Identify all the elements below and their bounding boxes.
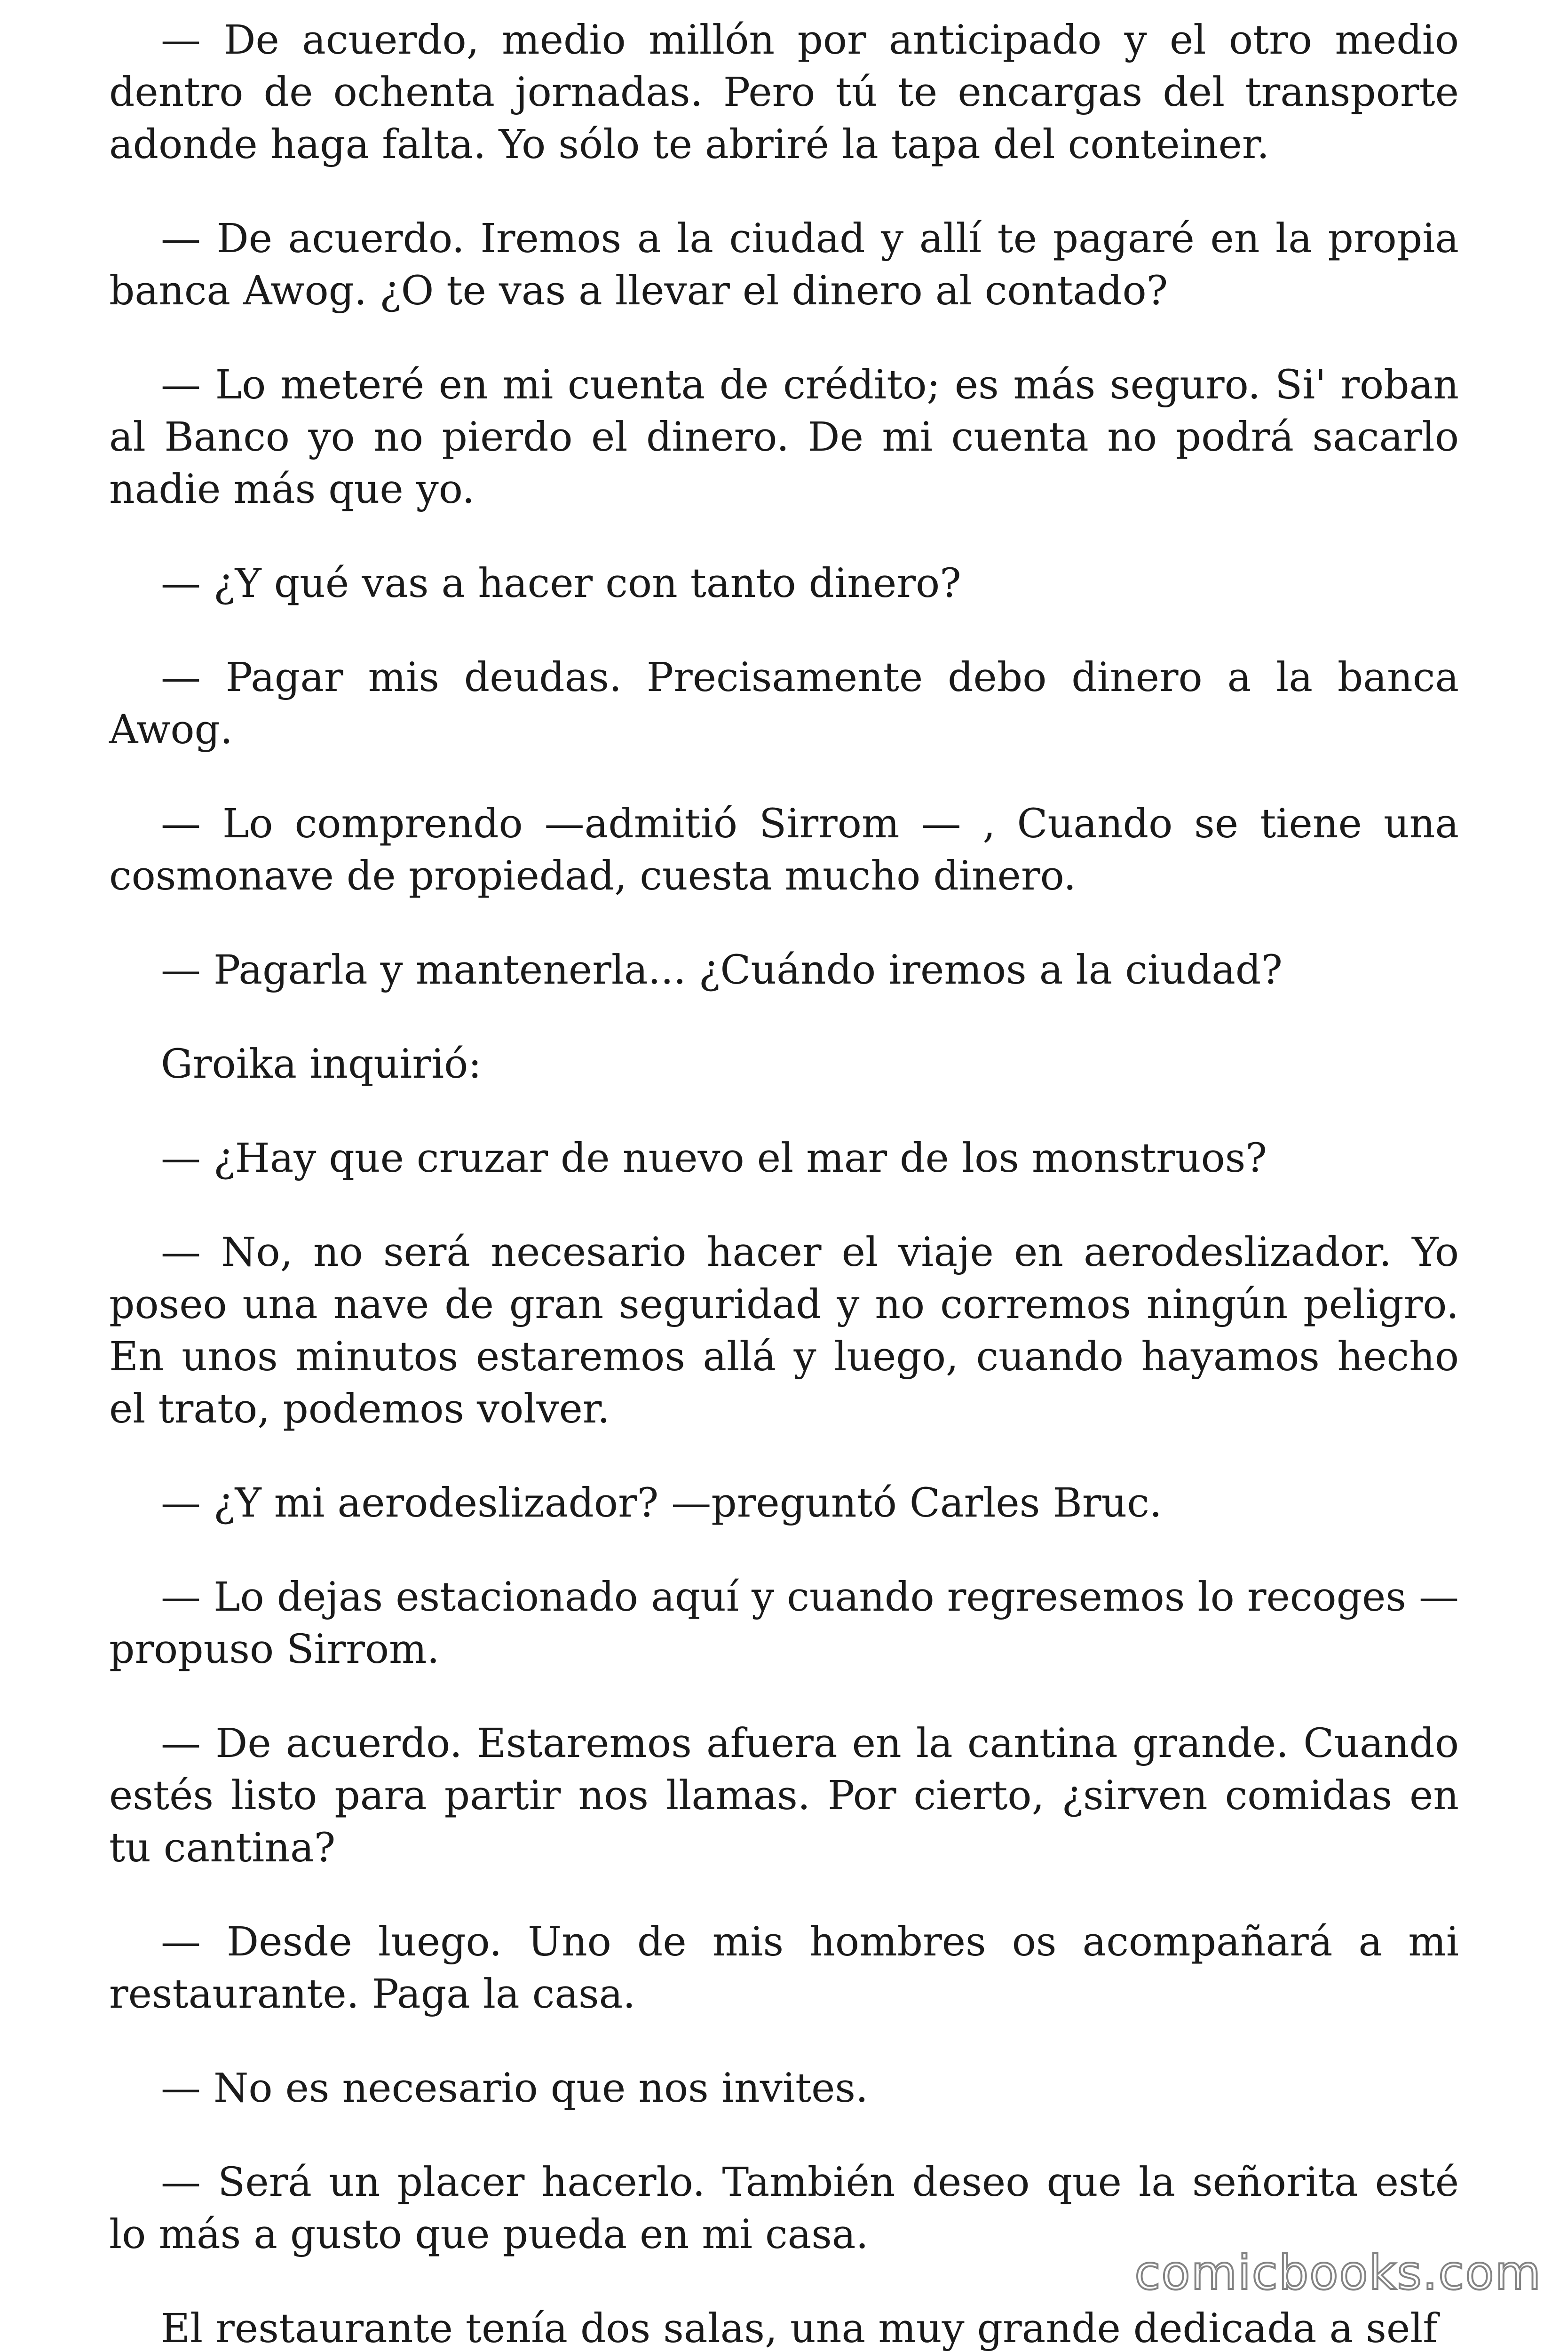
paragraph-10: — No, no será necesario hacer el viaje en aerodeslizador. Yo poseo una nave de gran seguridad y no corremos ningún peligro. En unos minutos estaremos allá y luego, cuando hayamos hecho el trato, podemos volver. (109, 1229, 1459, 1432)
paragraph-14: — Desde luego. Uno de mis hombres os acompañará a mi restaurante. Paga la casa. (109, 1919, 1459, 2018)
paragraph-1: — De acuerdo, medio millón por anticipado y el otro medio dentro de ochenta jornadas. Pero tú te encargas del transporte adonde haga falta. Yo sólo te abriré la tapa del conteiner. (109, 17, 1459, 168)
paragraph-3: — Lo meteré en mi cuenta de crédito; es más seguro. Si' roban al Banco yo no pierdo el dinero. De mi cuenta no podrá sacarlo nadie más que yo. (109, 362, 1459, 513)
paragraph-16: — Será un placer hacerlo. También deseo que la señorita esté lo más a gusto que pueda en mi casa. (109, 2159, 1459, 2258)
paragraph-4: — ¿Y qué vas a hacer con tanto dinero? (161, 560, 961, 607)
paragraph-12: — Lo dejas estacionado aquí y cuando regresemos lo recoges — propuso Sirrom. (109, 1574, 1459, 1673)
paragraph-13: — De acuerdo. Estaremos afuera en la cantina grande. Cuando estés listo para partir nos llamas. Por cierto, ¿sirven comidas en tu cantina? (109, 1720, 1459, 1871)
paragraph-8: Groika inquirió: (161, 1041, 482, 1088)
text-column (109, 14, 1459, 2352)
paragraph-2: — De acuerdo. Iremos a la ciudad y allí te pagaré en la propia banca Awog. ¿O te vas a llevar el dinero al contado? (109, 215, 1459, 314)
paragraph-11: — ¿Y mi aerodeslizador? —preguntó Carles Bruc. (161, 1480, 1162, 1526)
watermark: comicbooks.com (1132, 2245, 1544, 2300)
paragraph-6: — Lo comprendo —admitió Sirrom — , Cuando se tiene una cosmonave de propiedad, cuesta mucho dinero. (109, 801, 1459, 899)
paragraph-7: — Pagarla y mantenerla... ¿Cuándo iremos a la ciudad? (161, 947, 1283, 993)
paragraph-17: El restaurante tenía dos salas, una muy grande dedicada a self (161, 2305, 1438, 2352)
paragraph-5: — Pagar mis deudas. Precisamente debo dinero a la banca Awog. (109, 654, 1459, 753)
paragraph-15: — No es necesario que nos invites. (161, 2065, 869, 2112)
paragraph-9: — ¿Hay que cruzar de nuevo el mar de los monstruos? (161, 1135, 1267, 1182)
